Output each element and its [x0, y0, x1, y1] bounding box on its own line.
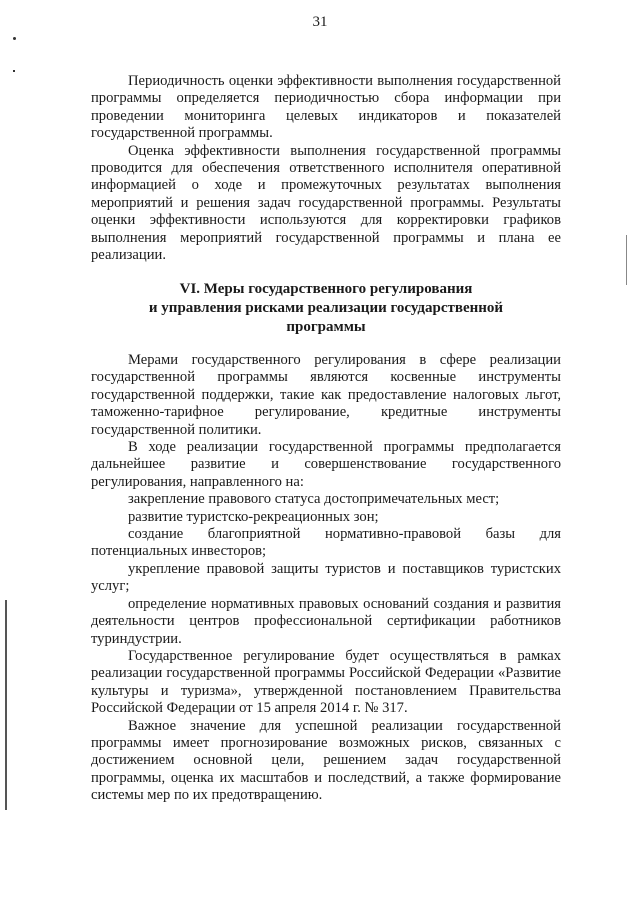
paragraph-regulation: Государственное регулирование будет осуществляться в рамках реализации государственной программы Российской Федерации «Развитие культуры и туризма», утвержденной постановлением Правительства Российской Федерации от 15 апреля 2014 г. № 317.	[91, 647, 561, 717]
list-item-investors: создание благоприятной нормативно-правовой базы для потенциальных инвесторов;	[91, 526, 561, 560]
section-heading	[91, 280, 561, 337]
paragraph-periodicity: Периодичность оценки эффективности выполнения государственной программы определяется периодичностью сбора информации при проведении мониторинга целевых индикаторов и показателей государственной программы.	[91, 73, 561, 142]
scan-edge-left-bottom	[5, 600, 7, 810]
section-measures	[91, 352, 561, 805]
list-item-landmarks: закрепление правового статуса достопримечательных мест;	[128, 491, 500, 508]
paragraph-evaluation: Оценка эффективности выполнения государственной программы проводится для обеспечения ответственного исполнителя оперативной информацией о ходе и промежуточных результатах выполнения мероприятий и решения задач государственной программы. Результаты оценки эффективности используются для корректировки графиков выполнения мероприятий государственной программы и плана ее реализации.	[91, 142, 561, 264]
scan-edge-right	[626, 235, 627, 285]
scan-speck-left-mid	[13, 70, 15, 72]
heading-line-1: VI. Меры государственного регулирования	[179, 281, 473, 297]
scan-speck-left-top	[13, 37, 16, 40]
paragraph-risks: Важное значение для успешной реализации государственной программы имеет прогнозирование возможных рисков, связанных с достижением основной цели, решением задач государственной программы, оценка их масштабов и последствий, а также формирование системы мер по их предотвращению.	[91, 717, 561, 804]
list-item-protection: укрепление правовой защиты туристов и поставщиков туристских услуг;	[91, 560, 561, 595]
paragraph-development: В ходе реализации государственной программы предполагается дальнейшее развитие и совершенствование государственного регулирования, направленного на:	[91, 439, 561, 490]
paragraph-measures: Мерами государственного регулирования в сфере реализации государственной программы являются косвенные инструменты государственной поддержки, такие как предоставление налоговых льгот, таможенно-тарифное регулирование, кредитные инструменты государственной политики.	[91, 352, 561, 438]
list-item-zones: развитие туристско-рекреационных зон;	[128, 508, 379, 525]
heading-line-2: и управления рисками реализации государственной	[148, 300, 504, 316]
list-item-certification: определение нормативных правовых оснований создания и развития деятельности центров профессиональной сертификации работников туриндустрии.	[91, 595, 561, 647]
section-intro	[91, 73, 561, 264]
heading-line-3: программы	[286, 319, 366, 335]
page-number: 31	[312, 14, 328, 30]
